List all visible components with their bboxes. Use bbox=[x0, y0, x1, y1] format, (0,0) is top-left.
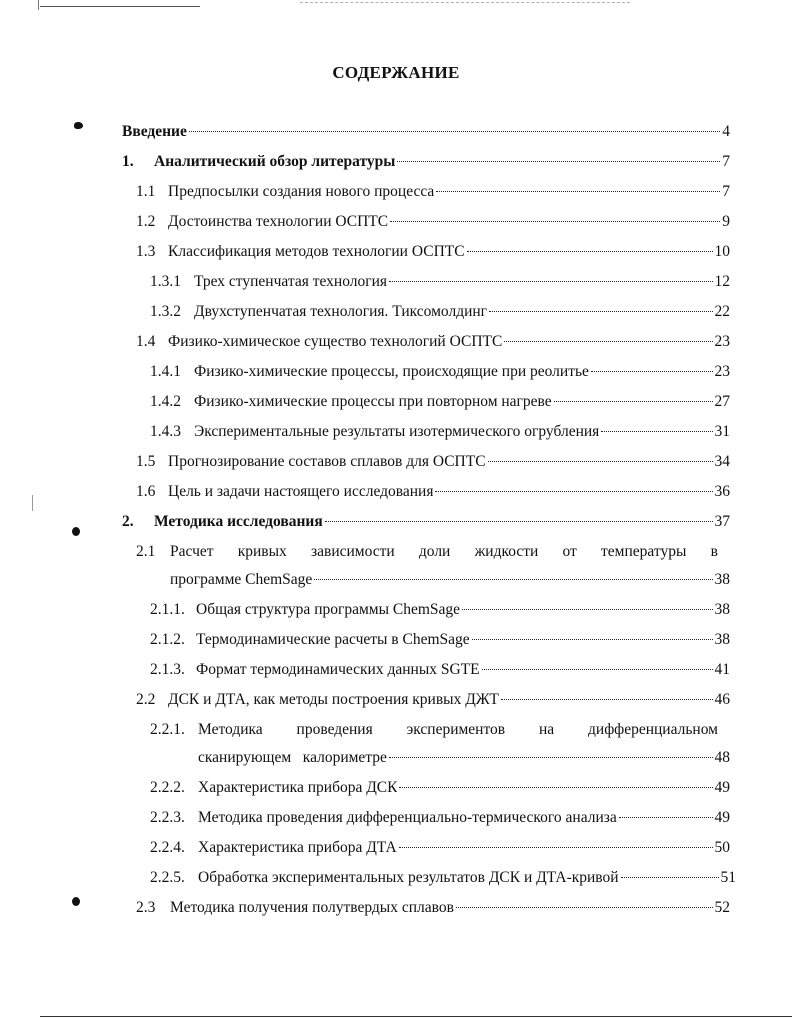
toc-entry-label: Термодинамические расчеты в ChemSage bbox=[196, 631, 470, 648]
toc-entry-page: 34 bbox=[714, 453, 730, 470]
toc-entry-number: 2.2.2. bbox=[150, 779, 185, 796]
toc-entry-2-2-5 bbox=[150, 868, 736, 888]
toc-entry-page: 12 bbox=[714, 273, 730, 290]
toc-leader-dots bbox=[390, 221, 720, 222]
toc-entry-introduction bbox=[122, 122, 730, 142]
toc-entry-number: 2.1.2. bbox=[150, 631, 185, 648]
toc-entry-label: Цель и задачи настоящего исследования bbox=[168, 483, 434, 500]
toc-entry-number: 2.1 bbox=[136, 543, 156, 560]
toc-label-word: Расчет bbox=[170, 543, 214, 560]
toc-entry-1-3-1 bbox=[150, 272, 730, 292]
toc-entry-page: 38 bbox=[714, 571, 730, 588]
toc-entry-number: 1.4 bbox=[136, 333, 156, 350]
toc-entry-label: ДСК и ДТА, как методы построения кривых ДЖТ bbox=[168, 691, 499, 708]
page-title: СОДЕРЖАНИЕ bbox=[332, 63, 460, 82]
toc-label-word: в bbox=[710, 543, 718, 560]
toc-entry-2-1-2 bbox=[150, 630, 730, 650]
toc-entry-number: 2.2.1. bbox=[150, 721, 185, 738]
toc-entry-label: Характеристика прибора ДТА bbox=[198, 839, 397, 856]
toc-entry-2-1 bbox=[170, 570, 730, 590]
toc-entry-1-5 bbox=[136, 452, 730, 472]
toc-leader-dots bbox=[456, 907, 713, 908]
toc-entry-number: 1.1 bbox=[136, 183, 156, 200]
toc-entry-label: Классификация методов технологии ОСПТС bbox=[168, 243, 465, 260]
toc-leader-dots bbox=[501, 699, 713, 700]
toc-entry-label: Достоинства технологии ОСПТС bbox=[168, 213, 389, 230]
toc-label-word: дифференциальном bbox=[588, 721, 718, 738]
toc-entry-label: Предпосылки создания нового процесса bbox=[168, 183, 435, 200]
toc-entry-page: 37 bbox=[714, 513, 730, 530]
toc-entry-label: Физико-химические процессы, происходящие при реолитье bbox=[194, 363, 589, 380]
toc-label-word: на bbox=[538, 721, 555, 738]
toc-entry-number: 1.4.2 bbox=[150, 393, 181, 410]
toc-entry-page: 31 bbox=[714, 423, 730, 440]
toc-label-word: проведения bbox=[296, 721, 373, 738]
toc-entry-label: Физико-химические процессы при повторном нагреве bbox=[194, 393, 552, 410]
toc-entry-number: 2.3 bbox=[136, 899, 156, 916]
toc-label-word: экспериментов bbox=[406, 721, 506, 738]
toc-entry-page: 49 bbox=[714, 809, 730, 826]
toc-leader-dots bbox=[435, 491, 712, 492]
toc-leader-dots bbox=[621, 877, 719, 878]
toc-leader-dots bbox=[482, 669, 713, 670]
toc-entry-2-2-3 bbox=[150, 808, 730, 828]
toc-entry-label-line-1 bbox=[170, 542, 718, 562]
toc-entry-2-2-2 bbox=[150, 778, 730, 798]
toc-entry-number: 1.3.2 bbox=[150, 303, 181, 320]
toc-entry-page: 41 bbox=[714, 661, 730, 678]
toc-entry-label: Методика проведения дифференциально-термического анализа bbox=[198, 809, 617, 826]
toc-entry-number: 1.3 bbox=[136, 243, 156, 260]
toc-leader-dots bbox=[399, 847, 713, 848]
toc-entry-number: 1. bbox=[122, 153, 134, 170]
toc-entry-label: Обработка экспериментальных результатов ДСК и ДТА-кривой bbox=[198, 869, 619, 886]
toc-entry-number: 2.2.4. bbox=[150, 839, 185, 856]
toc-leader-dots bbox=[397, 161, 720, 162]
toc-label-word: жидкости bbox=[474, 543, 539, 560]
toc-leader-dots bbox=[189, 131, 720, 132]
toc-entry-page: 23 bbox=[714, 363, 730, 380]
toc-entry-page: 50 bbox=[714, 839, 730, 856]
toc-entry-2-1-3 bbox=[150, 660, 730, 680]
toc-entry-1-4-1 bbox=[150, 362, 730, 382]
toc-entry-page: 27 bbox=[714, 393, 730, 410]
toc-entry-page: 49 bbox=[714, 779, 730, 796]
toc-entry-number: 1.5 bbox=[136, 453, 156, 470]
toc-entry-chapter-2 bbox=[122, 512, 730, 532]
toc-entry-page: 9 bbox=[722, 213, 730, 230]
toc-entry-page: 48 bbox=[714, 749, 730, 766]
toc-entry-2-3 bbox=[136, 898, 730, 918]
toc-leader-dots bbox=[472, 639, 713, 640]
toc-entry-label: программе ChemSage bbox=[170, 571, 313, 588]
toc-entry-label-line-1 bbox=[198, 720, 718, 740]
toc-label-word: кривых bbox=[237, 543, 287, 560]
toc-entry-label: Трех ступенчатая технология bbox=[194, 273, 388, 290]
toc-entry-number: 2.1.1. bbox=[150, 601, 185, 618]
toc-entry-number: 1.4.3 bbox=[150, 423, 181, 440]
toc-entry-number: 1.3.1 bbox=[150, 273, 181, 290]
toc-leader-dots bbox=[489, 311, 712, 312]
toc-entry-page: 4 bbox=[722, 123, 730, 140]
toc-leader-dots bbox=[591, 371, 713, 372]
toc-leader-dots bbox=[399, 787, 712, 788]
toc-entry-label: Введение bbox=[122, 123, 187, 140]
toc-entry-page: 7 bbox=[722, 183, 730, 200]
toc-entry-label: Методика исследования bbox=[154, 513, 323, 530]
toc-entry-page: 46 bbox=[714, 691, 730, 708]
toc-entry-page: 23 bbox=[714, 333, 730, 350]
toc-entry-page: 22 bbox=[714, 303, 730, 320]
toc-entry-number: 2.2 bbox=[136, 691, 156, 708]
toc-entry-number: 1.6 bbox=[136, 483, 156, 500]
toc-leader-dots bbox=[504, 341, 712, 342]
toc-entry-page: 10 bbox=[714, 243, 730, 260]
toc-entry-label: Формат термодинамических данных SGTE bbox=[196, 661, 480, 678]
toc-entry-1-4-2 bbox=[150, 392, 730, 412]
toc-entry-1-3 bbox=[136, 242, 730, 262]
toc-entry-2-2 bbox=[136, 690, 730, 710]
toc-label-word: зависимости bbox=[311, 543, 395, 560]
toc-entry-label: Экспериментальные результаты изотермического огрубления bbox=[194, 423, 600, 440]
toc-entry-1-2 bbox=[136, 212, 730, 232]
toc-leader-dots bbox=[601, 431, 712, 432]
toc-entry-2-2-1 bbox=[198, 748, 730, 768]
toc-leader-dots bbox=[325, 521, 713, 522]
toc-entry-number: 2.2.5. bbox=[150, 869, 185, 886]
toc-entry-label: Характеристика прибора ДСК bbox=[198, 779, 398, 796]
toc-entry-label: Двухступенчатая технология. Тиксомолдинг bbox=[194, 303, 488, 320]
toc-entry-1-3-2 bbox=[150, 302, 730, 322]
toc-leader-dots bbox=[554, 401, 713, 402]
toc-leader-dots bbox=[436, 191, 720, 192]
toc-entry-number: 2.1.3. bbox=[150, 661, 185, 678]
toc-entry-1-4-3 bbox=[150, 422, 730, 442]
toc-leader-dots bbox=[389, 281, 712, 282]
toc-label-word: от bbox=[562, 543, 577, 560]
toc-entry-page: 38 bbox=[714, 601, 730, 618]
toc-leader-dots bbox=[462, 609, 712, 610]
toc-entry-number: 1.4.1 bbox=[150, 363, 181, 380]
toc-entry-1-1 bbox=[136, 182, 730, 202]
toc-entry-page: 52 bbox=[714, 899, 730, 916]
toc-entry-1-6 bbox=[136, 482, 730, 502]
toc-leader-dots bbox=[467, 251, 713, 252]
toc-entry-label: Аналитический обзор литературы bbox=[154, 153, 396, 170]
toc-entry-page: 38 bbox=[714, 631, 730, 648]
toc-entry-label: Методика получения полутвердых сплавов bbox=[170, 899, 454, 916]
toc-label-word: температуры bbox=[601, 543, 687, 560]
toc-entry-label: Физико-химическое существо технологий ОСПТС bbox=[168, 333, 503, 350]
toc-leader-dots bbox=[619, 817, 713, 818]
toc-entry-chapter-1 bbox=[122, 152, 730, 172]
toc-entry-label: сканирующем калориметре bbox=[198, 749, 387, 766]
toc-entry-label: Прогнозирование составов сплавов для ОСПТС bbox=[168, 453, 486, 470]
toc-leader-dots bbox=[488, 461, 713, 462]
toc-entry-2-2-4 bbox=[150, 838, 730, 858]
toc-entry-number: 2. bbox=[122, 513, 134, 530]
toc-entry-number: 2.2.3. bbox=[150, 809, 185, 826]
toc-entry-1-4 bbox=[136, 332, 730, 352]
toc-label-word: Методика bbox=[198, 721, 263, 738]
toc-entry-label: Общая структура программы ChemSage bbox=[196, 601, 461, 618]
toc-entry-page: 7 bbox=[722, 153, 730, 170]
toc-leader-dots bbox=[314, 579, 712, 580]
toc-label-word: доли bbox=[418, 543, 451, 560]
toc-entry-page: 36 bbox=[714, 483, 730, 500]
toc-entry-number: 1.2 bbox=[136, 213, 156, 230]
toc-entry-2-1-1 bbox=[150, 600, 730, 620]
toc-leader-dots bbox=[389, 757, 713, 758]
toc-entry-page: 51 bbox=[720, 869, 736, 886]
